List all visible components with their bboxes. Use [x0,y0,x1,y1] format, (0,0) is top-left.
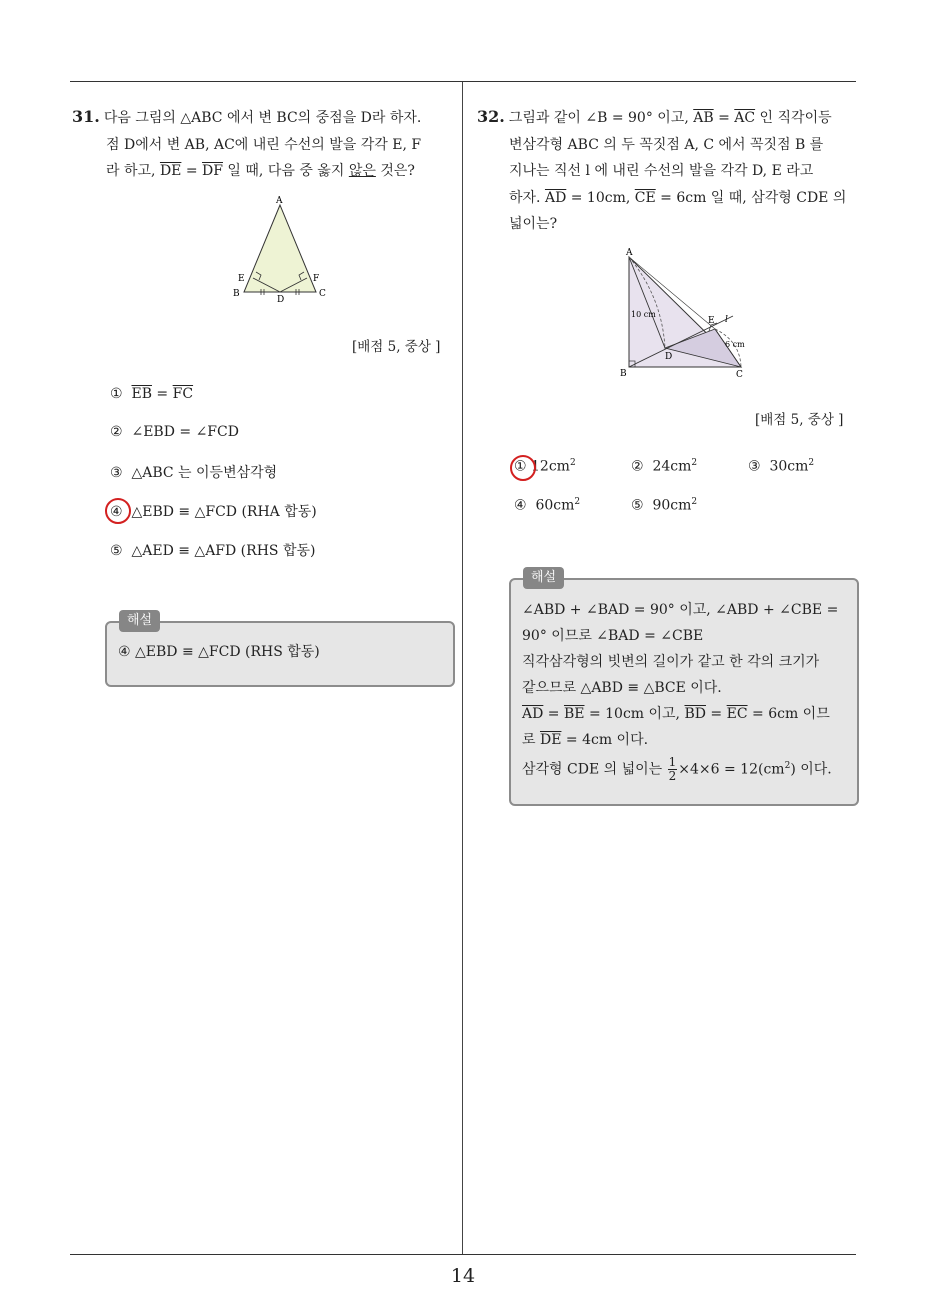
label-line-l: l [725,315,728,325]
label-length-10cm: 10 cm [631,310,656,319]
answer-mark-circle [105,498,131,524]
question-number: 31. [72,107,100,126]
label-b: B [620,369,627,379]
label-b: B [233,289,240,299]
label-e: E [708,316,715,326]
question-31-text: 31. 다음 그림의 △ABC 에서 변 BC의 중점을 D라 하자. 점 D에서 변 AB, AC에 내린 수선의 발을 각각 E, F 라 하고, $\overline{DE} = \overline{DF}$ 일 때, 다음 중 옳지 않은 것은? [72,107,422,179]
triangle-figure-31 [225,192,335,307]
score-31: [배점 5, 중상 ] [352,339,441,355]
choice-32-5[interactable]: ⑤ $90cm^2$ [631,497,698,514]
choice-32-3[interactable]: ③ $30cm^2$ [748,458,815,475]
bottom-rule [70,1254,856,1255]
solution-tag-32: 해설 [523,567,564,589]
choice-31-4[interactable]: ④ △EBD ≡ △FCD (RHA 합동) [110,504,317,520]
label-a: A [626,248,633,258]
choice-31-5[interactable]: ⑤ △AED ≡ △AFD (RHS 합동) [110,543,316,559]
label-e: E [238,274,245,284]
label-length-6cm: 6 cm [725,340,745,349]
choice-32-1[interactable]: ① $12cm^2$ [514,458,576,475]
solution-tag-31: 해설 [119,610,160,632]
label-d: D [665,352,673,362]
solution-31-text: ④ △EBD ≡ △FCD (RHS 합동) [118,644,320,660]
choice-32-4[interactable]: ④ $60cm^2$ [514,497,581,514]
label-d: D [277,295,285,305]
top-rule [70,81,856,82]
choice-32-2[interactable]: ② $24cm^2$ [631,458,698,475]
solution-32-text: ∠ABD + ∠BAD = 90° 이고, ∠ABD + ∠CBE = 90° 이므로 ∠BAD = ∠CBE 직각삼각형의 빗변의 길이가 같고 한 각의 크기가 같으므로 △ABD ≡ △BCE 이다. $\overline{AD} = \overline{BE} = 10cm$ 이고, $\overline{BD} = \overline{EC} = 6cm$ 이므 로 $\overline{DE} = 4cm$ 이다. 삼각형 CDE 의 넓이는 $\frac{1}{2}$ $\times 4\times 6 = 12(cm^2)$ 이다. [522,602,839,784]
label-f: F [313,274,320,284]
score-32: [배점 5, 중상 ] [755,412,844,428]
choice-31-3[interactable]: ③ △ABC 는 이등변삼각형 [110,465,278,481]
page-number: 14 [450,1265,476,1287]
triangle-figure-32 [612,245,762,382]
label-c: C [319,289,326,299]
label-a: A [276,196,283,206]
label-c: C [736,370,743,380]
question-32-text: 32. 그림과 같이 ∠B = 90° 이고, $\overline{AB} = \overline{AC}$ 인 직각이등 변삼각형 ABC 의 두 꼭짓점 A, C 에서 꼭짓점 B 를 지나는 직선 l 에 내린 수선의 발을 각각 D, E 라고 하자. $\overline{AD} = 10cm$, $\overline{CE} = 6cm$ 일 때, 삼각형 CDE 의 넓이는? [477,107,847,232]
question-number: 32. [477,107,505,126]
choice-31-2[interactable]: ② ∠EBD = ∠FCD [110,424,239,440]
answer-mark-circle [510,455,536,481]
fraction-one-half: $\frac{1}{2}$ [668,755,677,784]
choice-31-1[interactable]: ① $\overline{EB} = \overline{FC}$ [110,386,194,402]
column-divider [462,82,463,1254]
